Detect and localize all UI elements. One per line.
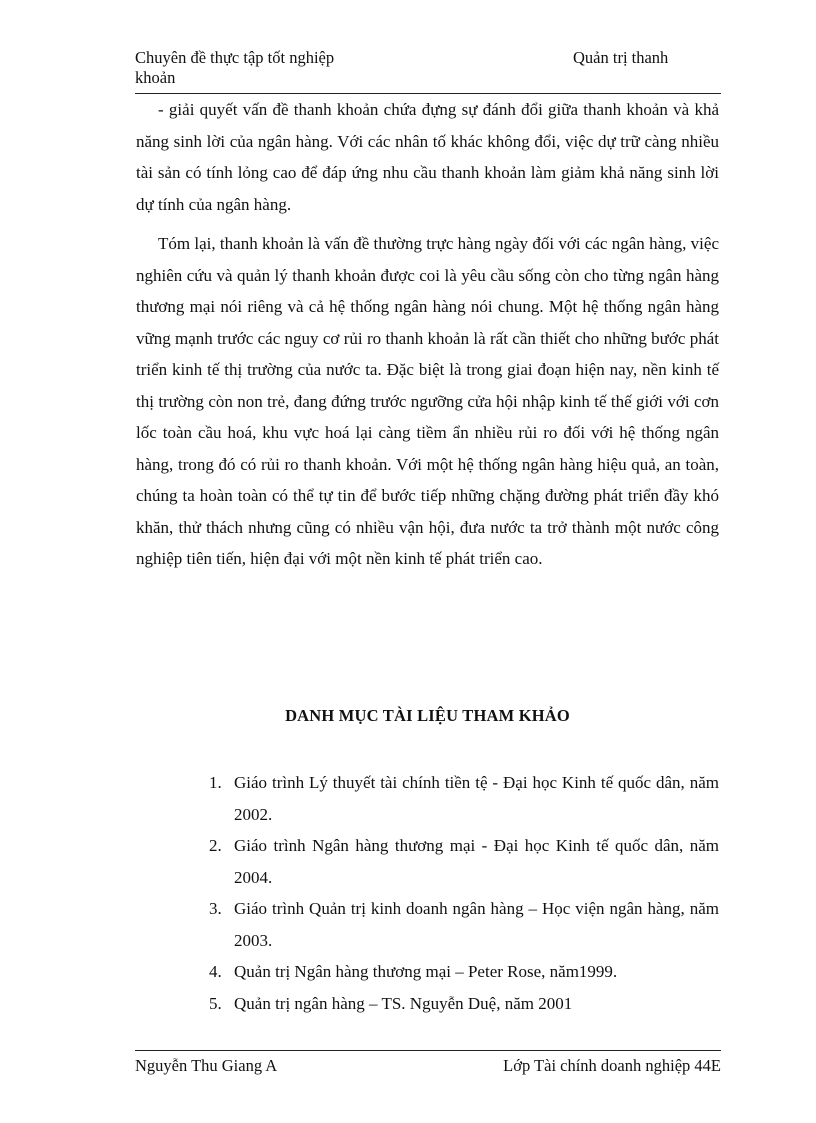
reference-item xyxy=(209,767,719,830)
paragraph-2: Tóm lại, thanh khoản là vấn đề thường trực hàng ngày đối với các ngân hàng, việc nghiên cứu và quản lý thanh khoản được coi là yêu cầu sống còn cho từng ngân hàng thương mại nói riêng và cả hệ thống ngân hàng nói chung. Một hệ thống ngân hàng vững mạnh trước các nguy cơ rủi ro thanh khoản là rất cần thiết cho những bước phát triển kinh tế thị trường của nước ta. Đặc biệt là trong giai đoạn hiện nay, nền kinh tế thị trường còn non trẻ, đang đứng trước ngưỡng cửa hội nhập kinh tế thế giới với cơn lốc toàn cầu hoá, khu vực hoá lại càng tiềm ẩn nhiều rủi ro đối với hệ thống ngân hàng, trong đó có rủi ro thanh khoản. Với một hệ thống ngân hàng hiệu quả, an toàn, chúng ta hoàn toàn có thể tự tin để bước tiếp những chặng đường phát triển đầy khó khăn, thử thách nhưng cũng có nhiều vận hội, đưa nước ta trở thành một nước công nghiệp tiên tiến, hiện đại với một nền kinh tế phát triển cao. xyxy=(136,234,719,568)
reference-number: 5. xyxy=(209,993,222,1013)
reference-number: 1. xyxy=(209,773,222,792)
reference-text: Giáo trình Ngân hàng thương mại - Đại học Kinh tế quốc dân, năm 2004. xyxy=(234,836,719,887)
header-left-text: Chuyên đề thực tập tốt nghiệp khoản xyxy=(135,48,335,87)
reference-text: Giáo trình Lý thuyết tài chính tiền tệ - Đại học Kinh tế quốc dân, năm 2002. xyxy=(234,773,719,824)
references-title: DANH MỤC TÀI LIỆU THAM KHẢO xyxy=(285,706,570,725)
page-header xyxy=(135,48,720,94)
reference-item xyxy=(209,893,719,956)
paragraph-1: - giải quyết vấn đề thanh khoản chứa đựng sự đánh đổi giữa thanh khoản và khả năng sinh lời của ngân hàng. Với các nhân tố khác không đổi, việc dự trữ càng nhiều tài sản có tính lỏng cao để đáp ứng nhu cầu thanh khoản làm giảm khả năng sinh lời dự tính của ngân hàng. xyxy=(136,100,719,214)
reference-number: 2. xyxy=(209,836,222,855)
reference-text: Quản trị Ngân hàng thương mại – Peter Rose, năm1999. xyxy=(234,962,618,981)
footer-divider xyxy=(135,1050,721,1051)
body-content xyxy=(136,94,719,575)
reference-item xyxy=(209,830,719,893)
footer-class: Lớp Tài chính doanh nghiệp 44E xyxy=(503,1056,721,1075)
header-right-text: Quản trị thanh xyxy=(573,48,669,67)
references-list xyxy=(209,767,719,1019)
reference-text: Quản trị ngân hàng – TS. Nguyễn Duệ, năm 2001 xyxy=(234,993,573,1013)
reference-number: 3. xyxy=(209,899,222,918)
reference-item xyxy=(209,956,719,988)
reference-text: Giáo trình Quản trị kinh doanh ngân hàng – Học viện ngân hàng, năm 2003. xyxy=(234,899,719,950)
reference-number: 4. xyxy=(209,962,222,981)
footer-author: Nguyễn Thu Giang A xyxy=(135,1056,278,1075)
reference-item xyxy=(209,988,719,1020)
